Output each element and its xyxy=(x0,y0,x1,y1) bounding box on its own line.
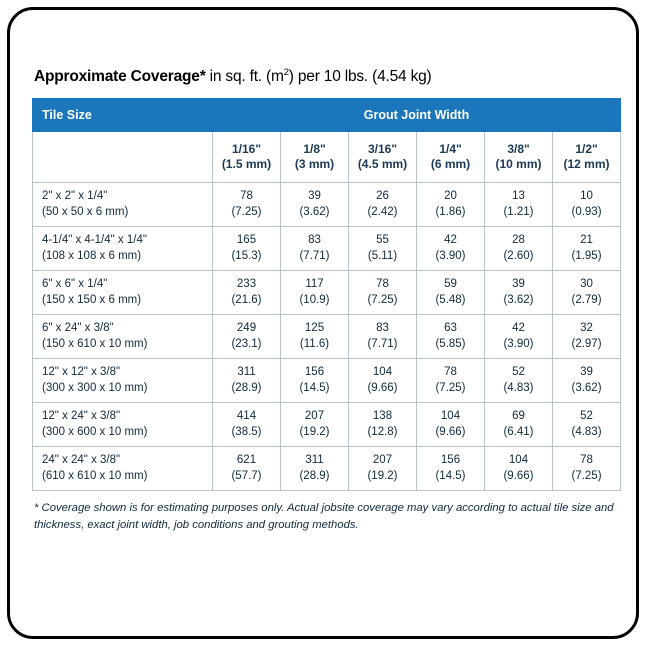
cell-value xyxy=(553,403,621,447)
cell-m2: (19.2) xyxy=(367,469,398,482)
table-row xyxy=(33,271,621,315)
cell-sqft: 207 xyxy=(304,410,325,423)
cell-m2: (3.62) xyxy=(571,381,602,394)
cell-value xyxy=(417,315,485,359)
title-rest-pre: in sq. ft. (m xyxy=(205,68,284,85)
row-size-mm: (150 x 150 x 6 mm) xyxy=(42,293,142,306)
cell-m2: (12.8) xyxy=(367,425,398,438)
cell-m2: (3.62) xyxy=(503,293,534,306)
cell-value xyxy=(281,403,349,447)
cell-value xyxy=(281,315,349,359)
card-content xyxy=(32,68,620,533)
subheader-inch-0: 1/16" xyxy=(231,141,262,156)
cell-m2: (19.2) xyxy=(299,425,330,438)
cell-m2: (9.66) xyxy=(503,469,534,482)
cell-m2: (1.95) xyxy=(571,249,602,262)
cell-sqft: 69 xyxy=(512,410,525,423)
cell-value xyxy=(213,359,281,403)
cell-m2: (3.62) xyxy=(299,205,330,218)
cell-sqft: 83 xyxy=(308,234,321,247)
cell-sqft: 104 xyxy=(440,410,461,423)
cell-m2: (7.71) xyxy=(367,337,398,350)
cell-m2: (5.48) xyxy=(435,293,466,306)
row-size-inch: 6" x 24" x 3/8" xyxy=(42,322,114,335)
row-size-inch: 24" x 24" x 3/8" xyxy=(42,454,121,467)
cell-value xyxy=(485,403,553,447)
cell-m2: (0.93) xyxy=(571,205,602,218)
cell-sqft: 39 xyxy=(580,366,593,379)
cell-m2: (28.9) xyxy=(299,469,330,482)
cell-m2: (7.25) xyxy=(571,469,602,482)
subheader-inch-5: 1/2" xyxy=(575,141,598,156)
cell-value xyxy=(417,447,485,491)
cell-value xyxy=(553,183,621,227)
row-label xyxy=(33,447,213,491)
subheader-mm-1: (3 mm) xyxy=(294,157,335,171)
cell-m2: (38.5) xyxy=(231,425,262,438)
cell-m2: (1.86) xyxy=(435,205,466,218)
cell-sqft: 414 xyxy=(236,410,257,423)
cell-sqft: 156 xyxy=(440,454,461,467)
cell-sqft: 249 xyxy=(236,322,257,335)
table-row xyxy=(33,227,621,271)
cell-value xyxy=(553,315,621,359)
row-size-inch: 2" x 2" x 1/4" xyxy=(42,190,108,202)
cell-value xyxy=(213,183,281,227)
subheader-col-3 xyxy=(417,132,485,183)
row-size-inch: 6" x 6" x 1/4" xyxy=(42,278,108,291)
cell-value xyxy=(349,183,417,227)
cell-sqft: 20 xyxy=(444,190,457,202)
cell-sqft: 165 xyxy=(236,234,257,247)
cell-value xyxy=(485,271,553,315)
cell-sqft: 59 xyxy=(444,278,457,291)
cell-sqft: 42 xyxy=(512,322,525,335)
cell-value xyxy=(281,359,349,403)
cell-value xyxy=(281,447,349,491)
cell-sqft: 26 xyxy=(376,190,389,202)
cell-value xyxy=(213,315,281,359)
cell-m2: (15.3) xyxy=(231,249,262,262)
table-header-row xyxy=(33,99,621,132)
cell-sqft: 233 xyxy=(236,278,257,291)
table-subheader-row xyxy=(33,132,621,183)
subheader-col-2 xyxy=(349,132,417,183)
cell-sqft: 78 xyxy=(240,190,253,202)
cell-m2: (21.6) xyxy=(231,293,262,306)
cell-m2: (11.6) xyxy=(299,337,330,350)
cell-value xyxy=(417,403,485,447)
cell-m2: (2.79) xyxy=(571,293,602,306)
row-size-mm: (150 x 610 x 10 mm) xyxy=(42,337,148,350)
row-size-mm: (50 x 50 x 6 mm) xyxy=(42,205,129,218)
subheader-col-5 xyxy=(553,132,621,183)
cell-value xyxy=(213,271,281,315)
cell-sqft: 621 xyxy=(236,454,257,467)
cell-sqft: 52 xyxy=(580,410,593,423)
cell-value xyxy=(485,227,553,271)
cell-sqft: 78 xyxy=(580,454,593,467)
cell-value xyxy=(553,227,621,271)
cell-sqft: 125 xyxy=(304,322,325,335)
cell-sqft: 32 xyxy=(580,322,593,335)
subheader-mm-2: (4.5 mm) xyxy=(357,157,408,171)
cell-sqft: 117 xyxy=(305,278,324,291)
subheader-blank xyxy=(33,132,213,183)
cell-value xyxy=(281,227,349,271)
cell-value xyxy=(213,227,281,271)
cell-sqft: 104 xyxy=(372,366,393,379)
cell-value xyxy=(349,227,417,271)
row-label xyxy=(33,315,213,359)
cell-m2: (3.90) xyxy=(503,337,534,350)
coverage-table xyxy=(32,98,621,491)
cell-sqft: 311 xyxy=(305,454,324,467)
cell-value xyxy=(553,447,621,491)
cell-m2: (14.5) xyxy=(435,469,466,482)
row-label xyxy=(33,403,213,447)
cell-value xyxy=(485,447,553,491)
cell-sqft: 13 xyxy=(512,190,525,202)
table-row xyxy=(33,183,621,227)
cell-m2: (2.42) xyxy=(367,205,398,218)
cell-sqft: 55 xyxy=(376,234,389,247)
subheader-inch-4: 3/8" xyxy=(507,141,530,156)
coverage-card xyxy=(7,7,639,639)
row-size-mm: (610 x 610 x 10 mm) xyxy=(42,469,148,482)
cell-sqft: 311 xyxy=(237,366,256,379)
cell-sqft: 104 xyxy=(508,454,529,467)
cell-sqft: 63 xyxy=(444,322,457,335)
cell-value xyxy=(417,271,485,315)
row-size-mm: (300 x 300 x 10 mm) xyxy=(42,381,148,394)
cell-value xyxy=(485,359,553,403)
cell-m2: (4.83) xyxy=(503,381,534,394)
cell-value xyxy=(349,359,417,403)
row-size-inch: 12" x 12" x 3/8" xyxy=(42,366,121,379)
row-size-inch: 4-1/4" x 4-1/4" x 1/4" xyxy=(42,234,147,247)
cell-m2: (7.25) xyxy=(367,293,398,306)
cell-m2: (5.11) xyxy=(367,249,398,262)
cell-sqft: 78 xyxy=(376,278,389,291)
cell-m2: (6.41) xyxy=(503,425,534,438)
cell-value xyxy=(485,315,553,359)
subheader-mm-3: (6 mm) xyxy=(430,157,471,171)
title-superscript: 2 xyxy=(283,66,289,78)
cell-value xyxy=(349,271,417,315)
cell-sqft: 83 xyxy=(376,322,389,335)
cell-m2: (3.90) xyxy=(435,249,466,262)
cell-value xyxy=(553,359,621,403)
row-size-inch: 12" x 24" x 3/8" xyxy=(42,410,121,423)
subheader-inch-1: 1/8" xyxy=(303,141,326,156)
cell-sqft: 39 xyxy=(308,190,321,202)
cell-m2: (9.66) xyxy=(435,425,466,438)
subheader-mm-0: (1.5 mm) xyxy=(221,157,272,171)
table-row xyxy=(33,315,621,359)
cell-m2: (9.66) xyxy=(367,381,398,394)
subheader-col-1 xyxy=(281,132,349,183)
row-size-mm: (300 x 600 x 10 mm) xyxy=(42,425,148,438)
cell-value xyxy=(349,447,417,491)
cell-m2: (14.5) xyxy=(299,381,330,394)
cell-value xyxy=(417,183,485,227)
subheader-col-0 xyxy=(213,132,281,183)
subheader-mm-5: (12 mm) xyxy=(563,157,610,171)
cell-sqft: 21 xyxy=(580,234,593,247)
cell-sqft: 10 xyxy=(580,190,593,202)
cell-m2: (7.25) xyxy=(231,205,262,218)
cell-value xyxy=(281,183,349,227)
cell-m2: (57.7) xyxy=(231,469,262,482)
cell-value xyxy=(485,183,553,227)
cell-sqft: 138 xyxy=(372,410,393,423)
cell-sqft: 156 xyxy=(304,366,325,379)
title-rest-post: ) per 10 lbs. (4.54 kg) xyxy=(288,68,432,85)
page-title xyxy=(34,68,620,86)
cell-value xyxy=(553,271,621,315)
cell-m2: (4.83) xyxy=(571,425,602,438)
title-bold: Approximate Coverage* xyxy=(34,68,206,85)
cell-sqft: 78 xyxy=(444,366,457,379)
cell-value xyxy=(417,227,485,271)
header-grout-joint-width: Grout Joint Width xyxy=(213,99,621,132)
header-tile-size: Tile Size xyxy=(33,99,213,132)
subheader-inch-2: 3/16" xyxy=(367,141,398,156)
cell-value xyxy=(281,271,349,315)
cell-sqft: 39 xyxy=(512,278,525,291)
cell-sqft: 52 xyxy=(512,366,525,379)
row-label xyxy=(33,271,213,315)
cell-m2: (10.9) xyxy=(299,293,330,306)
cell-sqft: 30 xyxy=(580,278,593,291)
row-label xyxy=(33,359,213,403)
cell-m2: (1.21) xyxy=(503,205,534,218)
subheader-col-4 xyxy=(485,132,553,183)
cell-m2: (2.97) xyxy=(571,337,602,350)
cell-value xyxy=(349,315,417,359)
table-row xyxy=(33,447,621,491)
cell-value xyxy=(417,359,485,403)
cell-value xyxy=(213,403,281,447)
table-row xyxy=(33,359,621,403)
cell-m2: (28.9) xyxy=(231,381,262,394)
cell-m2: (7.71) xyxy=(299,249,330,262)
subheader-mm-4: (10 mm) xyxy=(495,157,542,171)
cell-m2: (2.60) xyxy=(503,249,534,262)
cell-sqft: 28 xyxy=(512,234,525,247)
cell-value xyxy=(349,403,417,447)
row-label xyxy=(33,227,213,271)
table-row xyxy=(33,403,621,447)
cell-m2: (23.1) xyxy=(231,337,262,350)
cell-m2: (5.85) xyxy=(435,337,466,350)
footnote: * Coverage shown is for estimating purposes only. Actual jobsite coverage may vary according to actual tile size and thickness, exact joint width, job conditions and grouting methods. xyxy=(34,502,614,531)
cell-m2: (7.25) xyxy=(435,381,466,394)
subheader-inch-3: 1/4" xyxy=(439,141,462,156)
cell-value xyxy=(213,447,281,491)
row-size-mm: (108 x 108 x 6 mm) xyxy=(42,249,142,262)
cell-sqft: 207 xyxy=(372,454,393,467)
row-label xyxy=(33,183,213,227)
cell-sqft: 42 xyxy=(444,234,457,247)
